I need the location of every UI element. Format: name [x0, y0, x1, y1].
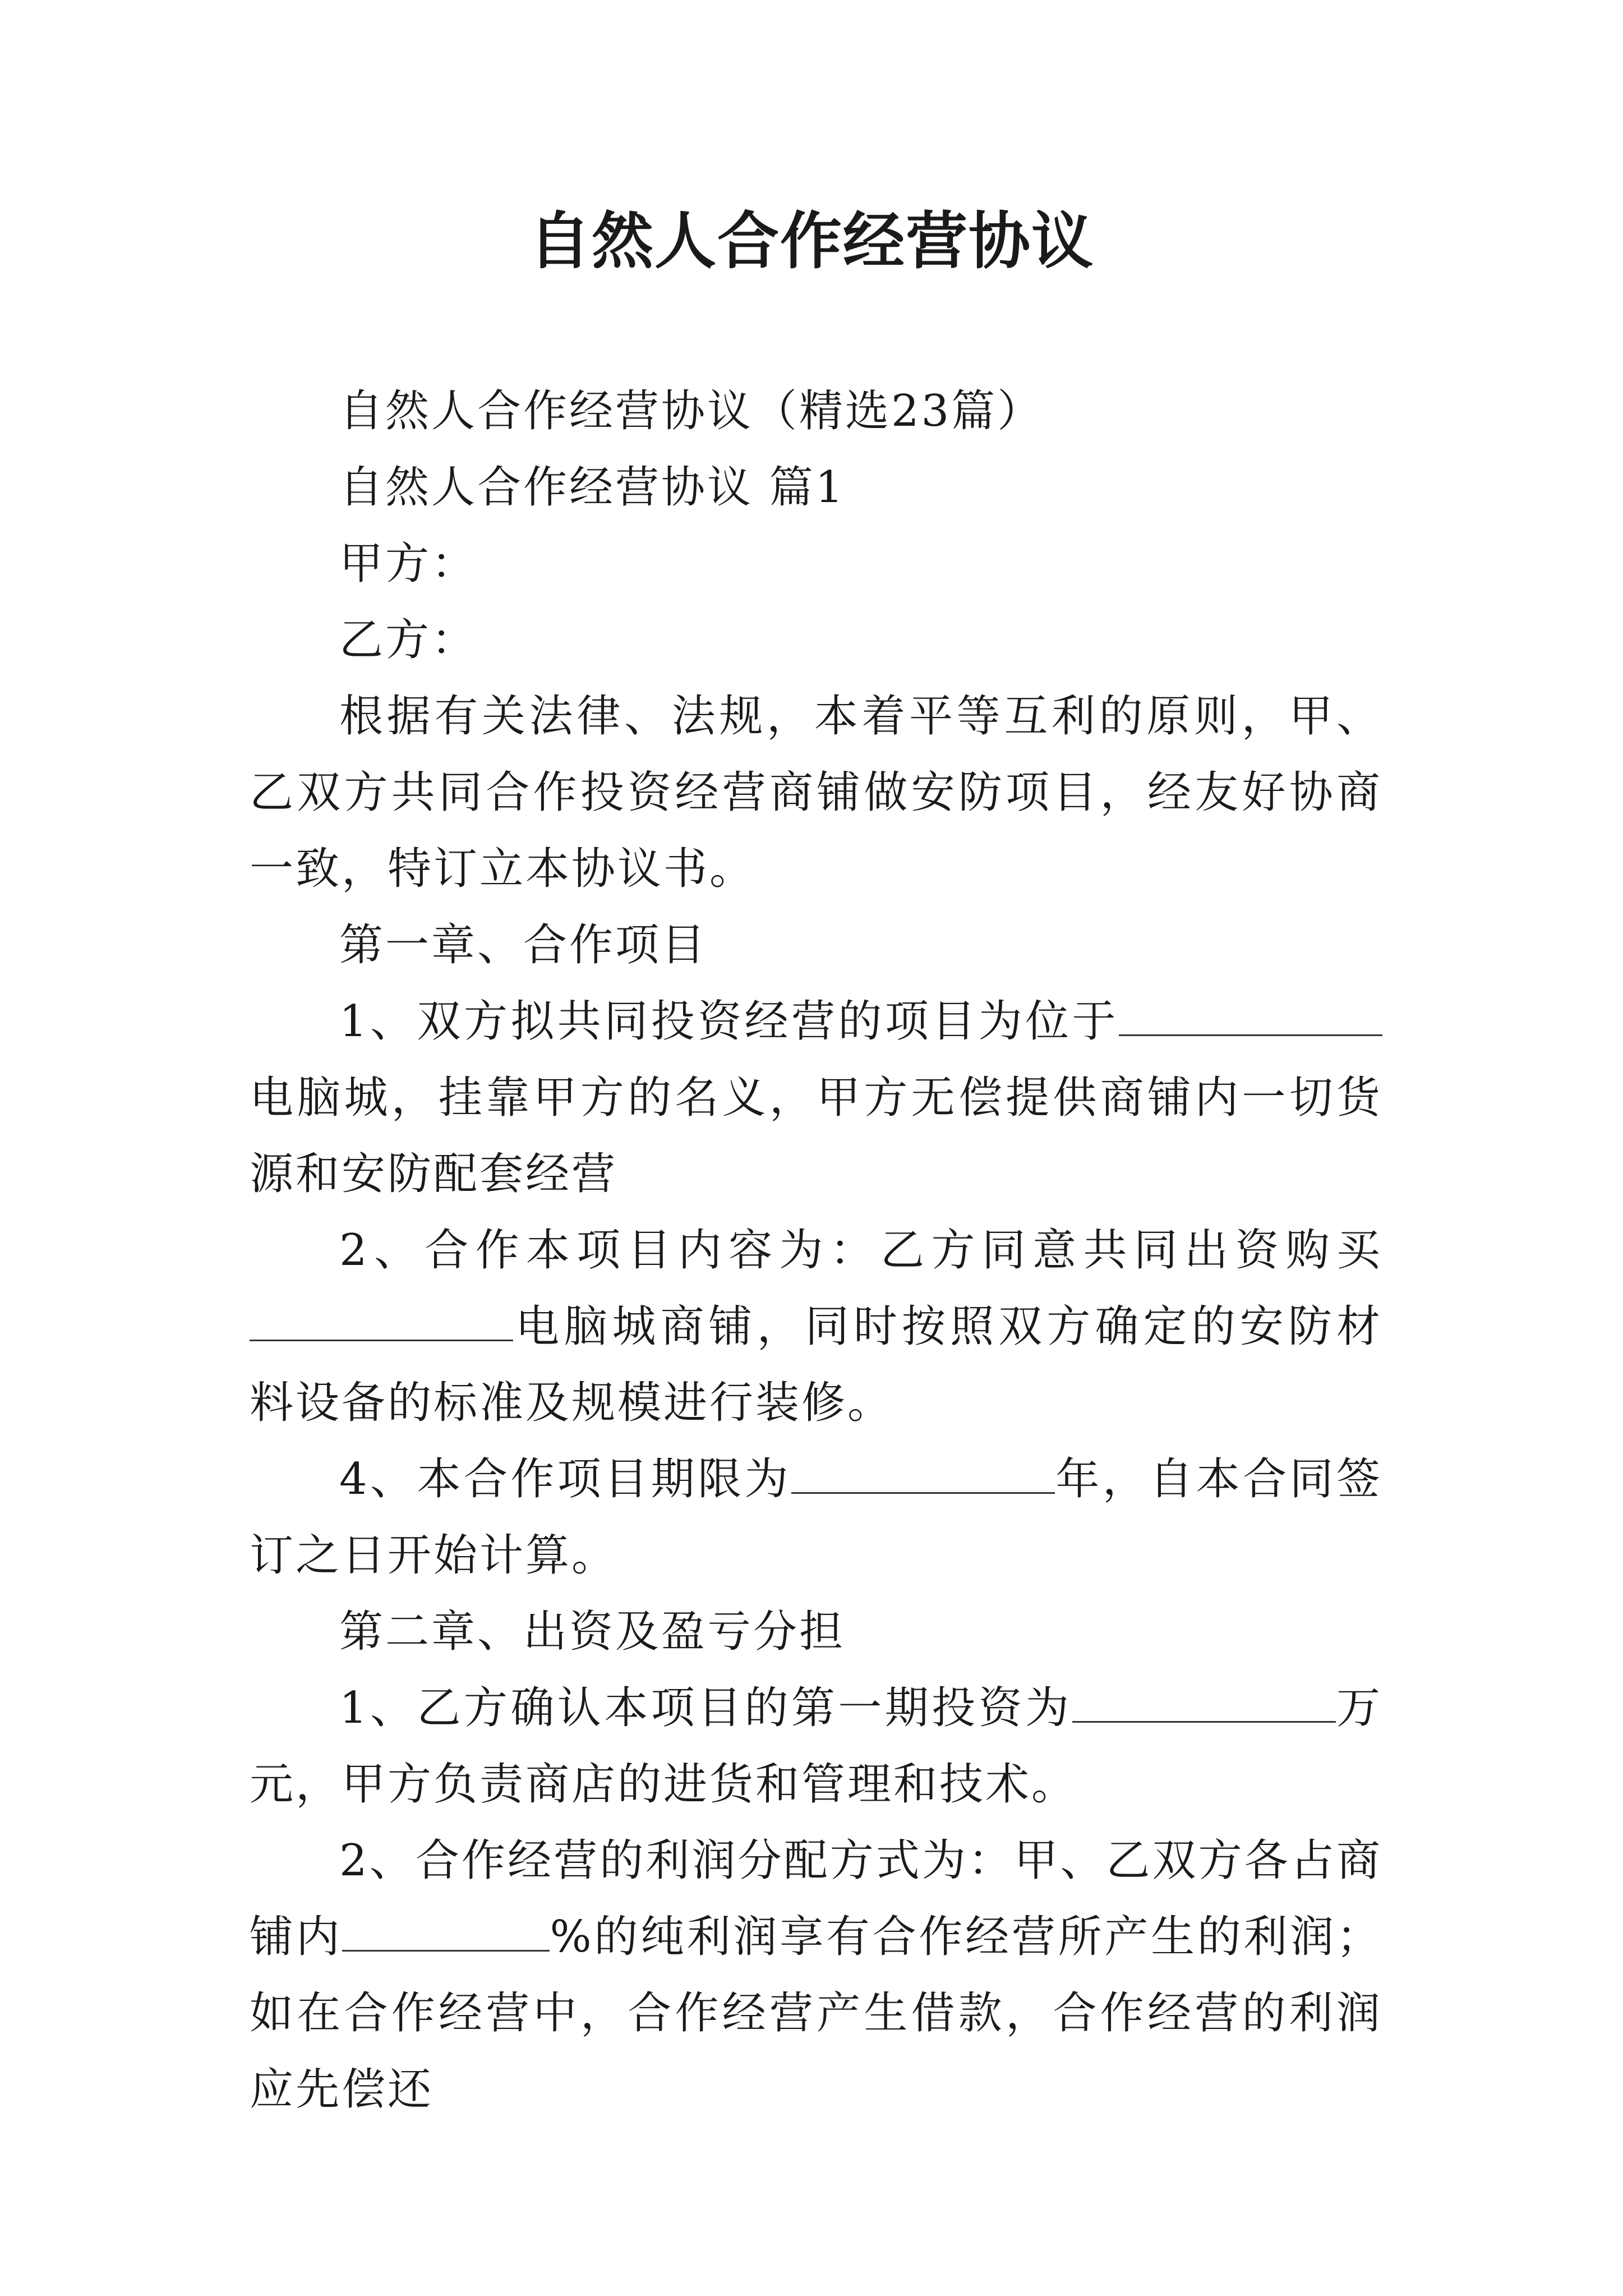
item-text: 4、本合作项目期限为 — [339, 1454, 791, 1504]
blank-line — [342, 1911, 550, 1952]
chapter-1-heading: 第一章、合作项目 — [339, 920, 708, 970]
chapter-2-heading: 第二章、出资及盈亏分担 — [339, 1607, 846, 1657]
item-text: 1、乙方确认本项目的第一期投资为 — [339, 1683, 1072, 1733]
blank-line — [1119, 995, 1382, 1036]
item-text: 电脑城，挂靠甲方的名义，甲方无偿提供商铺内一切货源和安防配套经营 — [250, 1073, 1382, 1199]
blank-line — [250, 1300, 513, 1341]
intro-paragraph: 根据有关法律、法规，本着平等互利的原则，甲、乙双方共同合作投资经营商铺做安防项目，经友好协商一致，特订立本协议书。 — [250, 691, 1382, 894]
item-text: 万元，甲方负责商店的进货和管理和技术。 — [250, 1683, 1382, 1810]
item-text: 2、合作本项目内容为：乙方同意共同出资购买 — [339, 1225, 1382, 1276]
chapter-1-item-2 — [250, 1212, 1382, 1441]
item-text: 年，自本合同签订之日开始计算。 — [250, 1454, 1382, 1581]
blank-line — [1072, 1682, 1336, 1723]
blank-line — [791, 1453, 1055, 1494]
chapter-1-item-1 — [250, 983, 1382, 1212]
item-text: 电脑城商铺，同时按照双方确定的安防材料设备的标准及规模进行装修。 — [250, 1301, 1382, 1428]
party-b-label: 乙方： — [339, 615, 478, 665]
chapter-1-item-4 — [250, 1441, 1382, 1594]
party-a-label: 甲方： — [339, 539, 478, 589]
document-body — [250, 373, 1382, 2128]
document-title: 自然人合作经营协议 — [529, 205, 1094, 277]
subtitle: 自然人合作经营协议（精选23篇） — [339, 386, 1044, 436]
chapter-2-item-1 — [250, 1670, 1382, 1823]
item-text: 2、合作经营的利润分配方式为：甲、乙双方各占商铺内 — [250, 1835, 1382, 1962]
item-text: %的纯利润享有合作经营所产生的利润；如在合作经营中，合作经营产生借款，合作经营的利润应先偿还 — [250, 1912, 1382, 2115]
chapter-2-item-2 — [250, 1823, 1382, 2128]
section-heading: 自然人合作经营协议 篇1 — [339, 462, 846, 513]
item-text: 1、双方拟共同投资经营的项目为位于 — [339, 996, 1119, 1047]
